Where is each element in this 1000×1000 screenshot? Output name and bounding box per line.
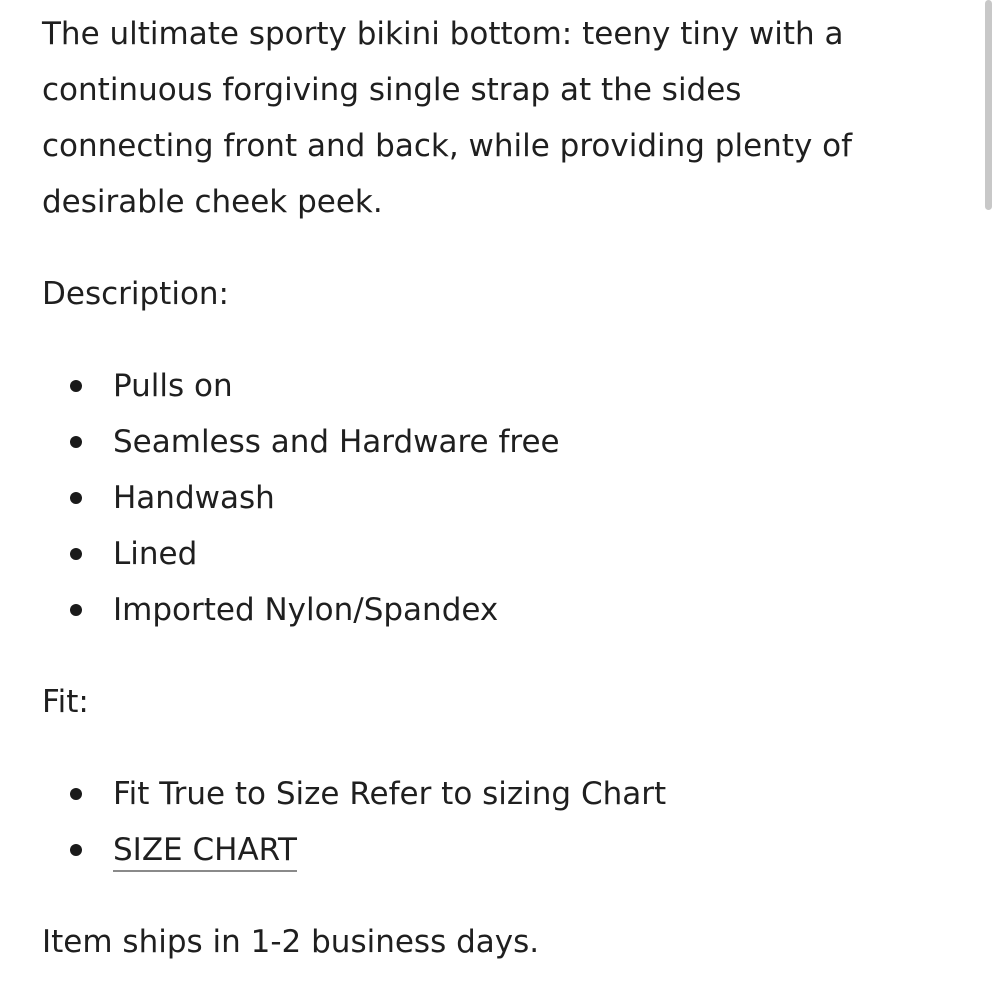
bullet-dot-icon [70, 380, 82, 392]
list-item [42, 526, 942, 582]
bullet-dot-icon [70, 492, 82, 504]
list-item-text: Fit True to Size Refer to sizing Chart [113, 776, 667, 812]
bullet-dot-icon [70, 844, 82, 856]
fit-list [42, 766, 942, 878]
bullet-dot-icon [70, 436, 82, 448]
description-label: Description: [42, 276, 229, 312]
scrollbar[interactable] [985, 0, 992, 210]
description-list [42, 358, 942, 638]
list-item [42, 766, 942, 822]
fit-label: Fit: [42, 684, 89, 720]
product-intro: The ultimate sporty bikini bottom: teeny tiny with a continuous forgiving single strap at the sides connecting front and back, while providing plenty of desirable cheek peek. [42, 16, 853, 220]
bullet-dot-icon [70, 604, 82, 616]
list-item [42, 470, 942, 526]
list-item-text: Lined [113, 536, 198, 572]
bullet-dot-icon [70, 788, 82, 800]
list-item [42, 822, 942, 878]
list-item [42, 414, 942, 470]
list-item [42, 358, 942, 414]
list-item-text: Imported Nylon/Spandex [113, 592, 499, 628]
size-chart-link[interactable]: SIZE CHART [113, 832, 297, 872]
list-item [42, 582, 942, 638]
list-item-text: Pulls on [113, 368, 233, 404]
bullet-dot-icon [70, 548, 82, 560]
shipping-info: Item ships in 1-2 business days. [42, 924, 540, 960]
list-item-text: Handwash [113, 480, 275, 516]
list-item-text: Seamless and Hardware free [113, 424, 560, 460]
product-description [42, 6, 942, 970]
